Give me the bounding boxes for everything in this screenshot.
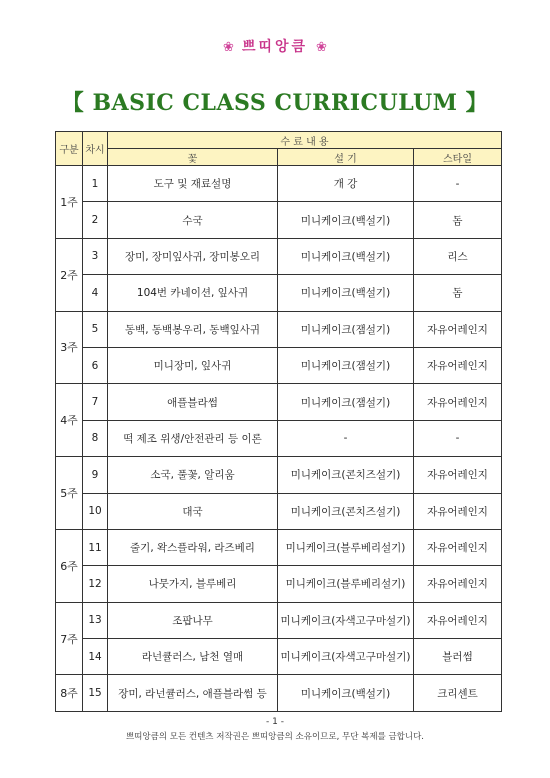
session-number: 9 — [83, 457, 108, 493]
week-label: 6주 — [56, 529, 83, 602]
table-row — [56, 384, 502, 420]
flower-cell: 떡 제조 위생/안전관리 등 이론 — [108, 420, 278, 456]
flower-cell: 라넌큘러스, 남천 열매 — [108, 639, 278, 675]
tulip-icon: ❀ — [316, 40, 327, 55]
flower-cell: 수국 — [108, 202, 278, 238]
copyright-note: 쁘띠앙큼의 모든 컨텐츠 저작권은 쁘띠앙큼의 소유이므로, 무단 복제를 금합니다. — [126, 732, 424, 742]
style-cell: 리스 — [414, 238, 502, 274]
week-label: 8주 — [56, 675, 83, 711]
style-cell: 자유어레인지 — [414, 566, 502, 602]
header-group: 구분 — [56, 132, 83, 166]
session-number: 6 — [83, 347, 108, 383]
flower-cell: 조팝나무 — [108, 602, 278, 638]
header-session: 차시 — [83, 132, 108, 166]
session-number: 8 — [83, 420, 108, 456]
style-cell: 블러썸 — [414, 639, 502, 675]
flower-cell: 소국, 풀꽃, 알리움 — [108, 457, 278, 493]
page-number: - 1 - — [266, 717, 284, 727]
cake-cell: 미니케이크(백설기) — [278, 238, 414, 274]
session-number: 7 — [83, 384, 108, 420]
cake-cell: 미니케이크(콘치즈설기) — [278, 493, 414, 529]
style-cell: 자유어레인지 — [414, 384, 502, 420]
session-number: 10 — [83, 493, 108, 529]
table-row — [56, 238, 502, 274]
tulip-icon: ❀ — [223, 40, 234, 55]
cake-cell: 미니케이크(블루베리설기) — [278, 566, 414, 602]
brand-header — [0, 36, 550, 56]
style-cell: 돔 — [414, 275, 502, 311]
session-number: 12 — [83, 566, 108, 602]
flower-cell: 애플블라썸 — [108, 384, 278, 420]
table-row — [56, 347, 502, 383]
cake-cell: 미니케이크(잼설기) — [278, 311, 414, 347]
style-cell: 자유어레인지 — [414, 311, 502, 347]
flower-cell: 미니장미, 잎사귀 — [108, 347, 278, 383]
style-cell: 크리센트 — [414, 675, 502, 711]
week-label: 1주 — [56, 166, 83, 239]
session-number: 13 — [83, 602, 108, 638]
cake-cell: 미니케이크(잼설기) — [278, 384, 414, 420]
style-cell: - — [414, 420, 502, 456]
cake-cell: 미니케이크(잼설기) — [278, 347, 414, 383]
table-row — [56, 202, 502, 238]
header-cake: 설 기 — [278, 149, 414, 166]
curriculum-table — [55, 131, 502, 712]
brand-name: 쁘띠앙큼 — [241, 39, 309, 55]
cake-cell: 미니케이크(백설기) — [278, 675, 414, 711]
flower-cell: 104번 카네이션, 잎사귀 — [108, 275, 278, 311]
cake-cell: 미니케이크(자색고구마설기) — [278, 602, 414, 638]
table-row — [56, 529, 502, 565]
header-flower: 꽃 — [108, 149, 278, 166]
session-number: 11 — [83, 529, 108, 565]
session-number: 1 — [83, 166, 108, 202]
session-number: 14 — [83, 639, 108, 675]
cake-cell: 미니케이크(콘치즈설기) — [278, 457, 414, 493]
flower-cell: 도구 및 재료설명 — [108, 166, 278, 202]
flower-cell: 장미, 장미잎사귀, 장미봉오리 — [108, 238, 278, 274]
header-style: 스타일 — [414, 149, 502, 166]
cake-cell: 미니케이크(백설기) — [278, 275, 414, 311]
style-cell: 돔 — [414, 202, 502, 238]
session-number: 2 — [83, 202, 108, 238]
style-cell: 자유어레인지 — [414, 602, 502, 638]
session-number: 15 — [83, 675, 108, 711]
flower-cell: 동백, 동백봉우리, 동백잎사귀 — [108, 311, 278, 347]
table-row — [56, 602, 502, 638]
page-title: 【 BASIC CLASS CURRICULUM 】 — [61, 90, 489, 116]
style-cell: 자유어레인지 — [414, 347, 502, 383]
table-row — [56, 675, 502, 711]
week-label: 4주 — [56, 384, 83, 457]
cake-cell: - — [278, 420, 414, 456]
table-row — [56, 493, 502, 529]
week-label: 5주 — [56, 457, 83, 530]
week-label: 7주 — [56, 602, 83, 675]
table-row — [56, 566, 502, 602]
style-cell: - — [414, 166, 502, 202]
style-cell: 자유어레인지 — [414, 457, 502, 493]
table-row — [56, 275, 502, 311]
session-number: 5 — [83, 311, 108, 347]
flower-cell: 장미, 라넌큘러스, 애플블라썸 등 — [108, 675, 278, 711]
style-cell: 자유어레인지 — [414, 529, 502, 565]
cake-cell: 미니케이크(자색고구마설기) — [278, 639, 414, 675]
cake-cell: 개 강 — [278, 166, 414, 202]
table-row — [56, 420, 502, 456]
week-label: 3주 — [56, 311, 83, 384]
table-row — [56, 457, 502, 493]
style-cell: 자유어레인지 — [414, 493, 502, 529]
cake-cell: 미니케이크(백설기) — [278, 202, 414, 238]
flower-cell: 나뭇가지, 블루베리 — [108, 566, 278, 602]
table-row — [56, 311, 502, 347]
flower-cell: 줄기, 왁스플라워, 라즈베리 — [108, 529, 278, 565]
table-row — [56, 166, 502, 202]
session-number: 3 — [83, 238, 108, 274]
cake-cell: 미니케이크(블루베리설기) — [278, 529, 414, 565]
week-label: 2주 — [56, 238, 83, 311]
header-content: 수 료 내 용 — [108, 132, 502, 149]
flower-cell: 대국 — [108, 493, 278, 529]
session-number: 4 — [83, 275, 108, 311]
table-row — [56, 639, 502, 675]
